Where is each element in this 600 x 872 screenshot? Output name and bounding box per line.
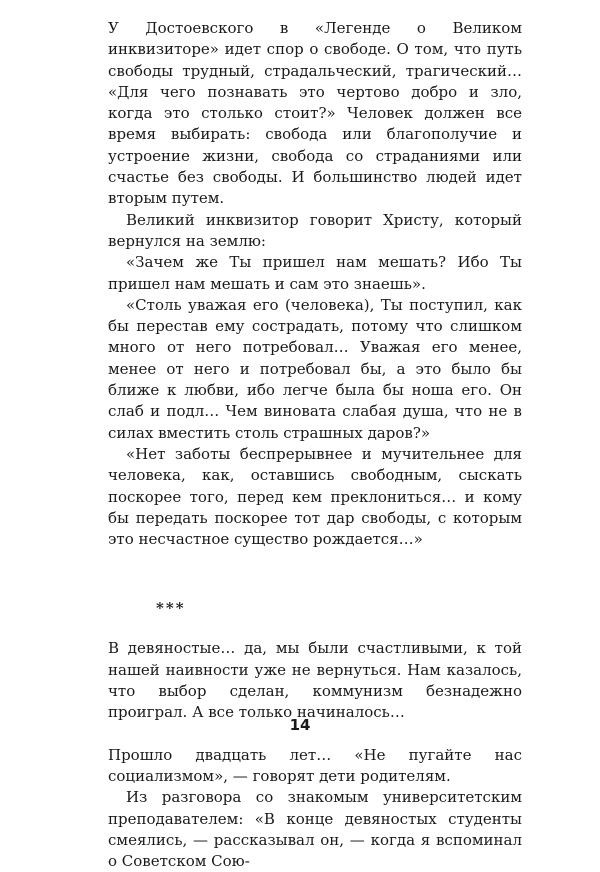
section-gap bbox=[108, 550, 522, 598]
paragraph-conversation: Из разговора со знакомым университетским преподавателем: «В конце девяностых студенты смеялись, — рассказывал он, — когда я вспоминал о Советском Сою- bbox=[108, 788, 522, 871]
paragraph-nineties: В девяностые… да, мы были счастливыми, к той нашей наивности уже не вернуться. Нам казалось, что выбор сделан, коммунизм безнадежно проиграл. А все только начиналось… bbox=[108, 639, 522, 722]
paragraph-inquisitor-intro: Великий инквизитор говорит Христу, который вернулся на землю: bbox=[108, 210, 522, 250]
section-gap bbox=[108, 618, 522, 638]
quote-respecting-man: «Столь уважая его (человека), Ты поступил, как бы перестав ему сострадать, потому что слишком много от него потребовал… Уважая его менее, менее от него и потребовал бы, а это было бы ближе к любви, ибо легче была бы ноша его. Он слаб и подл… Чем виновата слабая душа, что не в силах вместить столь страшных даров?» bbox=[108, 295, 522, 442]
paragraph-twenty-years: Прошло двадцать лет… «Не пугайте нас социализмом», — говорят дети родителям. bbox=[108, 745, 522, 785]
section-separator: *** bbox=[156, 599, 186, 618]
quote-no-care: «Нет заботы беспрерывнее и мучительнее для человека, как, оставшись свободным, сыскать поскорее того, перед кем преклониться… и кому бы передать поскорее тот дар свободы, с которым это несчастное существо рождается…» bbox=[108, 444, 522, 549]
quote-why-come: «Зачем же Ты пришел нам мешать? Ибо Ты пришел нам мешать и сам это знаешь». bbox=[108, 253, 522, 293]
paragraph-dostoevsky: У Достоевского в «Легенде о Великом инквизиторе» идет спор о свободе. О том, что путь свободы трудный, страдальческий, трагический… «Для чего познавать это чертово добро и зло, когда это столько стоит?» Человек должен все время выбирать: свобода или благополучие и устроение жизни, свобода со страданиями или счастье без свободы. И большинство людей идет вторым путем. bbox=[108, 19, 522, 208]
page-text-block bbox=[108, 18, 522, 872]
page-number: 14 bbox=[289, 716, 311, 734]
